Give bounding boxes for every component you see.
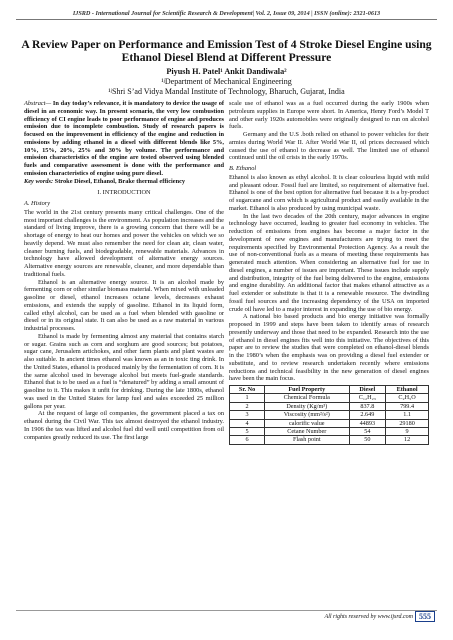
subsection-history-heading: A. History — [24, 200, 51, 207]
abstract-label: Abstract— — [24, 100, 52, 107]
table-cell: 1.1 — [386, 411, 429, 419]
table-cell: 50 — [349, 436, 386, 444]
table-cell: 2 — [230, 402, 265, 410]
table-cell: 837.8 — [349, 402, 386, 410]
table-cell: 799.4 — [386, 402, 429, 410]
table-cell: 3 — [230, 411, 265, 419]
header-rule — [16, 19, 437, 20]
subsection-ethanol-heading: B. Ethanol — [229, 165, 257, 172]
table-cell: C₁₂H₂₃ — [349, 394, 386, 402]
table-cell: Flash point — [265, 436, 349, 444]
fuel-property-table — [229, 385, 429, 445]
paragraph: scale use of ethanol was as a fuel occurred during the early 1900s when petroleum supplies in Europe were short. In America, Henry Ford’s Model T and other early 1920s automobiles were originally designed to run on alcohol fuels. — [229, 100, 429, 131]
table-header-cell: Ethanol — [386, 386, 429, 394]
abstract — [24, 100, 224, 178]
table-cell: C₂H₅O — [386, 394, 429, 402]
table-cell: Density (Kg/m³) — [265, 402, 349, 410]
table-cell: Chemical Formula — [265, 394, 349, 402]
table-cell: 6 — [230, 436, 265, 444]
table-cell: 54 — [349, 428, 386, 436]
keywords-text: Stroke Diesel, Ethanol, Brake thermal efficiency — [53, 177, 186, 185]
table-cell: Cetane Number — [265, 428, 349, 436]
table-row — [230, 394, 429, 402]
paragraph: Ethanol is also known as ethyl alcohol. It is clear colourless liquid with mild and pleasant odour. Fossil fuel are limited, so requirement of alternative fuel. Ethanol is one of the best option for alternative fuel because it is a by-product of sugarcane and corn which is agricultural product and easily available in the market. Ethanol is also produced by using municipal waste. — [229, 173, 429, 212]
footer-rights: All rights reserved by www.ijsrd.com — [324, 614, 413, 620]
affiliation-institute: ¹ʲShri S’ad Vidya Mandal Institute of Technology, Bharuch, Gujarat, India — [108, 87, 345, 96]
paragraph: Ethanol is made by fermenting almost any material that contains starch or sugar. Grains such as corn and sorghum are good sources; but potatoes, sugar cane, Jerusalem artichokes, and other farm plants and plant wastes are also suitable. In ancient times ethanol was known as an in toxic ting drink. In the United States, ethanol is produced mainly by the fermentation of corn. It is the same alcohol used in beverage alcohol but meets fuel-grade standards. Ethanol that is to be used as a fuel is “denatured” by adding a small amount of gasoline to it. This makes it unfit for drinking. During the late 1800s, ethanol was used in the United States for lamp fuel and sales exceeded 25 million gallons per year. — [24, 332, 224, 410]
table-cell: Viscosity (mm²/s²) — [265, 411, 349, 419]
table-cell: 2.649 — [349, 411, 386, 419]
keywords-label: Key words: — [24, 177, 54, 185]
keywords — [24, 178, 224, 186]
left-column — [24, 100, 224, 441]
footer-rule — [16, 610, 437, 611]
paragraph: Ethanol is an alternative energy source. It is an alcohol made by fermenting corn or other similar biomass material. When mixed with unleaded gasoline or diesel, ethanol increases octane levels, decreases exhaust emissions, and extends the supply of gasoline. Ethanol in its liquid form, called ethyl alcohol, can be used as a fuel when blended with gasoline or diesel or in its original state. It can also be used as a raw material in various industrial processes. — [24, 278, 224, 332]
table-cell: 4 — [230, 419, 265, 427]
table-cell: 5 — [230, 428, 265, 436]
journal-header: IJSRD - International Journal for Scientific Research & Development| Vol. 2, Issue 09, 2014 | ISSN (online): 2321-0613 — [72, 10, 381, 17]
table-header-cell: Fuel Property — [265, 386, 349, 394]
table-row — [230, 428, 429, 436]
table-header-cell: Diesel — [349, 386, 386, 394]
paper-title: A Review Paper on Performance and Emission Test of 4 Stroke Diesel Engine using Ethanol Diesel Blend at Different Pressure — [21, 38, 432, 64]
table-cell: 44893 — [349, 419, 386, 427]
table-cell: 12 — [386, 436, 429, 444]
table-cell: 29180 — [386, 419, 429, 427]
authors: Piyush H. Patel¹ Ankit Dandiwala² — [166, 67, 287, 76]
table-header-cell: Sr. No — [230, 386, 265, 394]
paragraph: At the request of large oil companies, the government placed a tax on ethanol during the Civil War. This tax almost destroyed the ethanol industry. In 1906 the tax was lifted and alcohol fuel did well until competition from oil companies greatly reduced its use. The first large — [24, 410, 224, 441]
abstract-text: In day today’s relevance, it is mandatory to device the usage of diesel in an economic way. In present scenario, the very low combustion efficiency of CI engine leads to poor performance of engine and produces emission due to incomplete combustion. Study of research papers is focused on the improvement in efficiency of the engine and reduction in emissions by adding ethanol in a diesel with different blends like 5%, 10%, 15%, 20%, 25% and 30% by volume. The performance and emission characteristics of the engine are tested observed using blended fuels and comparative assessment is done with the performance and emission characteristics of engine using pure diesel. — [24, 100, 224, 177]
paragraph: A national bio based products and bio energy initiative was formally proposed in 1999 and steps have been taken to identify areas of research presently underway and those that need to be expanded. Research into the use of ethanol in diesel engines fits well into this initiative. The objectives of this paper are to review the studies that were completed on ethanol-diesel blends in the 1980’s when the emphasis was on providing a diesel fuel extender or substitute, and to review research undertaken recently where emissions reductions and technical feasibility in the new generation of diesel engines have been the main focus. — [229, 313, 429, 383]
right-column — [229, 100, 429, 445]
table-row — [230, 402, 429, 410]
page-number: 555 — [415, 611, 435, 622]
paragraph: The world in the 21st century presents many critical challenges. One of the most important challenges is the environment. As population increases and the standard of living improve, there is a growing concern that there will be a shortage of energy to heat our homes and power the vehicles on which we so heavily depend. We must also remember the need for clean air, clean water, cleaner burning fuels, and biodegradable, renewable materials. Advances in technology have allowed development of alternative energy sources. Alternative energy sources are renewable, cleaner, and more dependable than traditional fuels. — [24, 208, 224, 278]
paragraph: Germany and the U.S .both relied on ethanol to power vehicles for their armies during World War II. After World War II, oil prices decreased which caused the use of ethanol to decrease as well. The limited use of ethanol continued until the oil crisis in the early 1970s. — [229, 131, 429, 162]
paragraph: In the last two decades of the 20th century, major advances in engine technology have occurred, leading to greater fuel economy in vehicles. The reduction of emissions from engines has become a major factor in the development of new engines and manufacturers are trying to meet the requirements specified by Environmental Protection Agency. As a result the use of non-conventional fuels as a means of meeting these requirements has generated much attention. When considering an alternative fuel for use in diesel engines, a number of issues are important. These issues include supply and distribution, integrity of the fuel being delivered to the engine, emissions and engine durability. An additional factor that makes ethanol attractive as a fuel extender or substitute is that it is a renewable resource. The dwindling fossil fuel sources and the increasing dependency of the USA on imported crude oil have led to a major interest in expanding the use of bio energy. — [229, 212, 429, 313]
table-row — [230, 419, 429, 427]
table-row — [230, 436, 429, 444]
table-row — [230, 411, 429, 419]
table-cell: 1 — [230, 394, 265, 402]
table-cell: 9 — [386, 428, 429, 436]
table-header-row — [230, 386, 429, 394]
affiliation-department: ¹ʲDepartment of Mechanical Engineering — [161, 77, 292, 86]
section-introduction-heading: I. INTRODUCTION — [97, 189, 151, 197]
table-cell: calorific value — [265, 419, 349, 427]
